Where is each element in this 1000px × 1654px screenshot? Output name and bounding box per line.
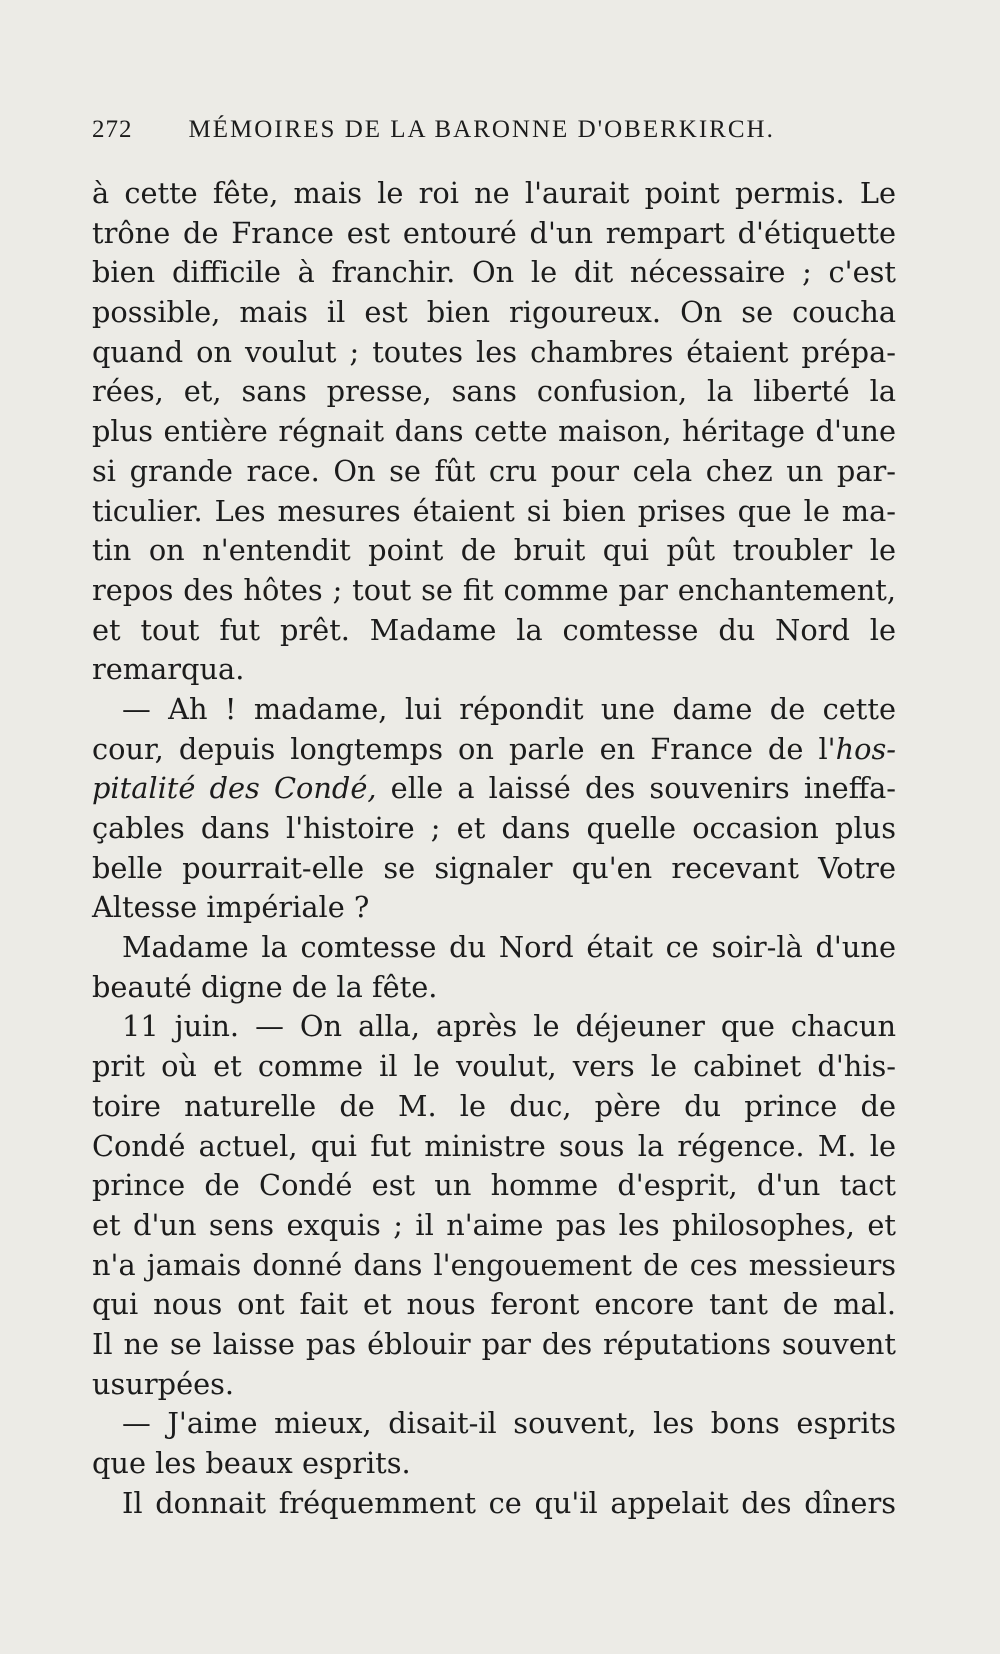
text-line: tin on n'entendit point de bruit qui pût troubler le (92, 533, 896, 568)
text-line: usurpées. (92, 1366, 235, 1401)
text-block (92, 116, 896, 1523)
text-line: repos des hôtes ; tout se fit comme par enchantement, (92, 572, 896, 607)
text-line: quand on voulut ; toutes les chambres étaient prépa- (92, 334, 896, 369)
text-line: belle pourrait-elle se signaler qu'en recevant Votre (92, 850, 896, 885)
text-line (92, 769, 896, 809)
text-line: et tout fut prêt. Madame la comtesse du Nord le (92, 612, 896, 647)
running-title: MÉMOIRES DE LA BARONNE D'OBERKIRCH. (188, 116, 775, 143)
text-line: prit où et comme il le voulut, vers le cabinet d'his- (92, 1049, 896, 1084)
text-line: à cette fête, mais le roi ne l'aurait point permis. Le (92, 176, 896, 210)
text-line: Il ne se laisse pas éblouir par des réputations souvent (92, 1326, 896, 1361)
text-line: Il donnait fréquemment ce qu'il appelait des dîners (122, 1485, 896, 1520)
text-line: trône de France est entouré d'un rempart d'étiquette (92, 215, 896, 250)
text-line: si grande race. On se fût cru pour cela chez un par- (92, 453, 896, 488)
text-line: remarqua. (92, 652, 245, 687)
text-line: et d'un sens exquis ; il n'aime pas les philosophes, et (92, 1207, 896, 1242)
text-line: Condé actuel, qui fut ministre sous la régence. M. le (92, 1128, 896, 1163)
text-line: n'a jamais donné dans l'engouement de ces messieurs (92, 1247, 896, 1282)
text-line: possible, mais il est bien rigoureux. On se coucha (92, 295, 896, 330)
text-segment: elle a laissé des souvenirs ineffa- (376, 771, 896, 806)
text-line: 11 juin. — On alla, après le déjeuner que chacun (122, 1009, 896, 1044)
text-line: — Ah ! madame, lui répondit une dame de cette (122, 691, 896, 726)
text-line: que les beaux esprits. (92, 1446, 411, 1480)
text-line (92, 730, 896, 770)
text-line: toire naturelle de M. le duc, père du prince de (92, 1088, 896, 1123)
text-line: Madame la comtesse du Nord était ce soir-là d'une (122, 930, 896, 965)
text-line: — J'aime mieux, disait-il souvent, les bons esprits (122, 1406, 896, 1441)
text-line: ticulier. Les mesures étaient si bien prises que le ma- (92, 493, 896, 528)
text-line: rées, et, sans presse, sans confusion, la liberté la (92, 374, 896, 409)
page-number: 272 (92, 116, 133, 143)
italic-text: pitalité des Condé, (92, 771, 377, 806)
text-line: beauté digne de la fête. (92, 969, 438, 1004)
running-header (92, 116, 896, 174)
text-line: plus entière régnait dans cette maison, héritage d'une (92, 414, 896, 449)
text-line: Altesse impériale ? (92, 890, 370, 925)
text-line: prince de Condé est un homme d'esprit, d'un tact (92, 1168, 896, 1203)
text-line: çables dans l'histoire ; et dans quelle occasion plus (92, 811, 896, 845)
text-line: qui nous ont fait et nous feront encore tant de mal. (92, 1287, 896, 1322)
italic-text: hos- (835, 731, 896, 766)
text-segment: cour, depuis longtemps on parle en France de l' (92, 731, 836, 766)
text-line: bien difficile à franchir. On le dit nécessaire ; c'est (92, 255, 896, 290)
